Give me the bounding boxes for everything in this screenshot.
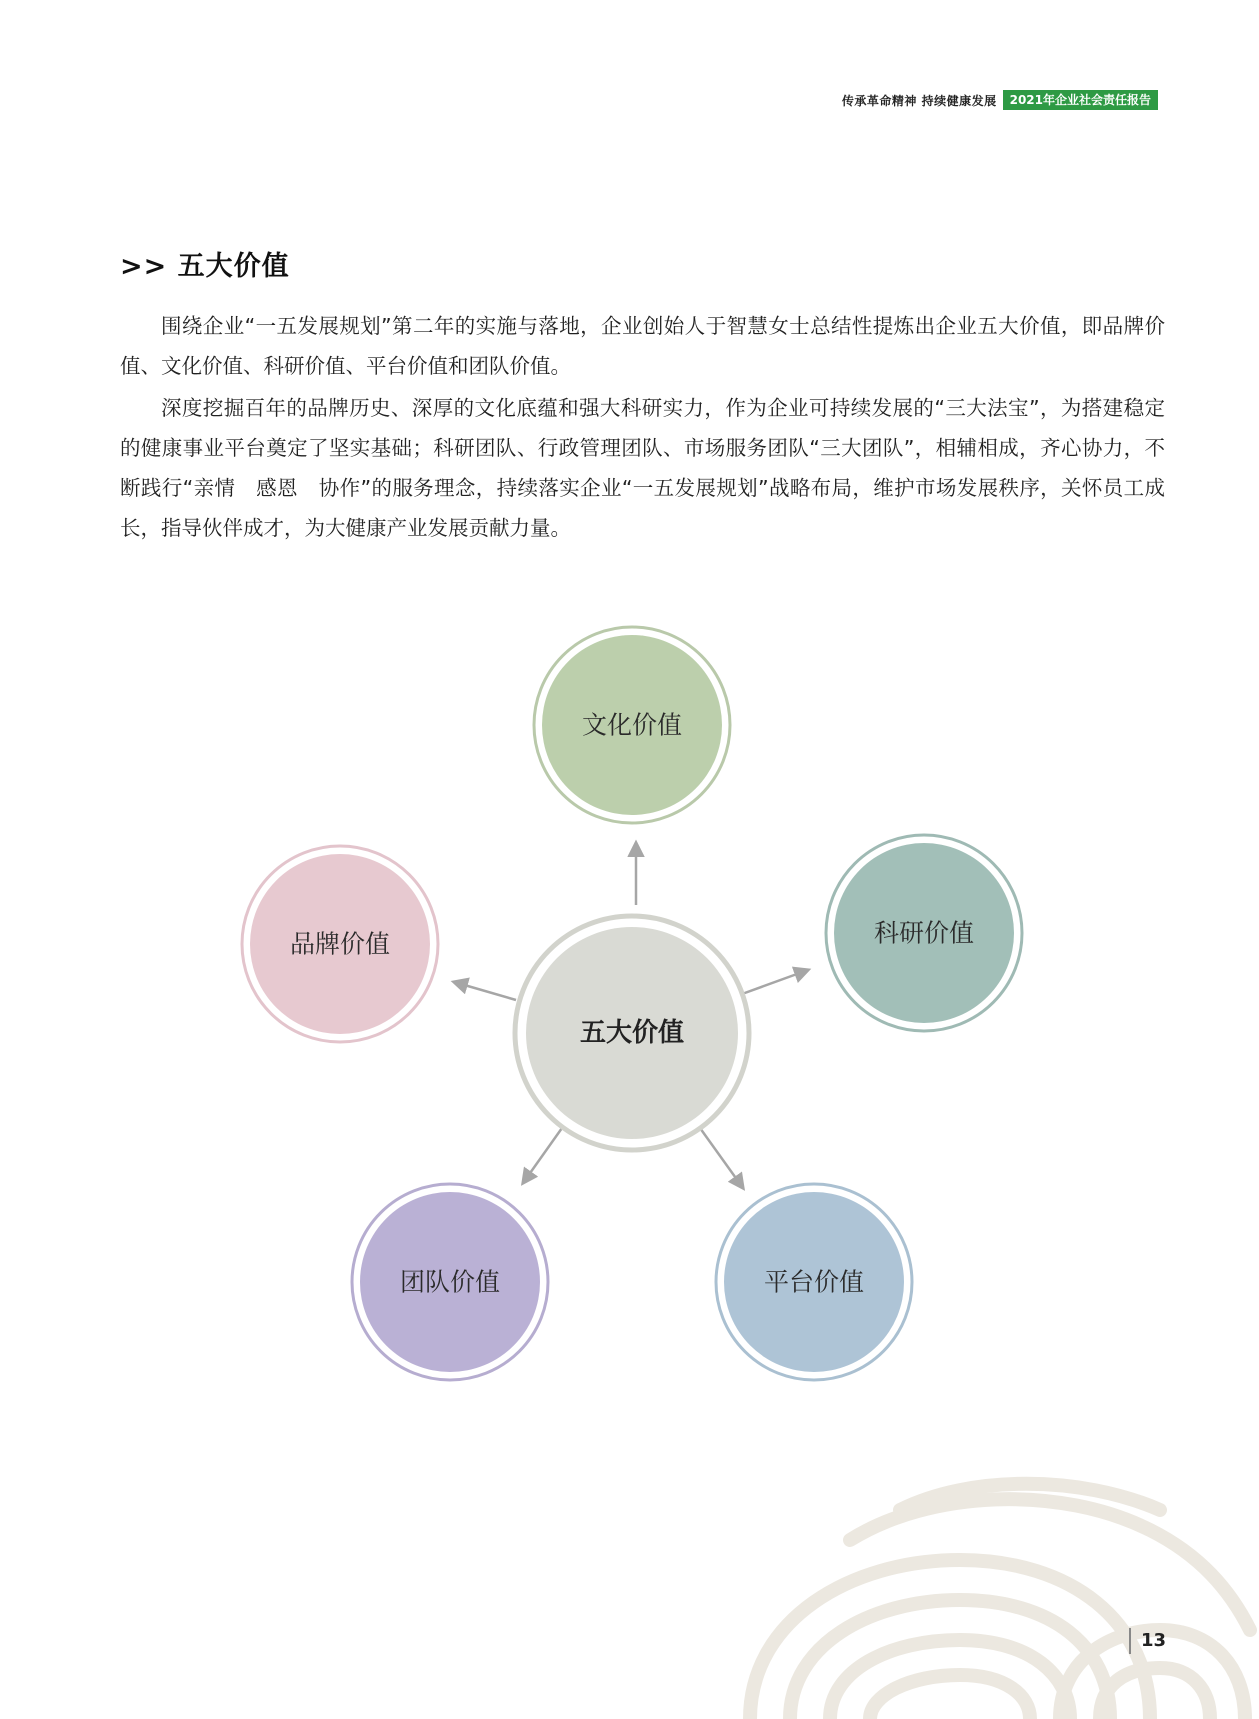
center-node [515,916,749,1150]
node-culture-label: 文化价值 [581,710,683,740]
cloud-pattern-icon [730,1470,1259,1719]
arrow-to-team [523,1128,562,1183]
paragraph-2: 深度挖掘百年的品牌历史、深厚的文化底蕴和强大科研实力，作为企业可持续发展的“三大法宝”，为搭建稳定的健康事业平台奠定了坚实基础；科研团队、行政管理团队、市场服务团队“三大团队”，相辅相成，齐心协力，不断践行“亲情 感恩 协作”的服务理念，持续落实企业“一五发展规划”战略布局，维护市场发展秩序，关怀员工成长，指导伙伴成才，为大健康产业发展贡献力量。 [120,396,1165,540]
page-header [842,90,1158,110]
report-badge: 2021年企业社会责任报告 [1003,90,1158,110]
node-platform [716,1184,912,1380]
arrow-to-research [742,970,808,994]
body-text [120,306,1165,550]
arrow-to-platform [700,1128,743,1188]
node-culture [534,627,730,823]
node-brand-label: 品牌价值 [289,929,391,959]
page-number: 13 [1129,1628,1166,1654]
arrow-to-brand [454,982,516,1000]
section-title: >> 五大价值 [120,251,290,282]
center-label: 五大价值 [579,1018,685,1048]
five-values-diagram [0,600,1259,1400]
node-team [352,1184,548,1380]
node-platform-label: 平台价值 [763,1267,865,1297]
node-team-label: 团队价值 [399,1267,501,1297]
node-research-label: 科研价值 [873,918,975,948]
node-research [826,835,1022,1031]
paragraph-1: 围绕企业“一五发展规划”第二年的实施与落地，企业创始人于智慧女士总结性提炼出企业五大价值，即品牌价值、文化价值、科研价值、平台价值和团队价值。 [120,314,1165,378]
node-brand [242,846,438,1042]
header-slogan: 传承革命精神 持续健康发展 [841,93,997,108]
